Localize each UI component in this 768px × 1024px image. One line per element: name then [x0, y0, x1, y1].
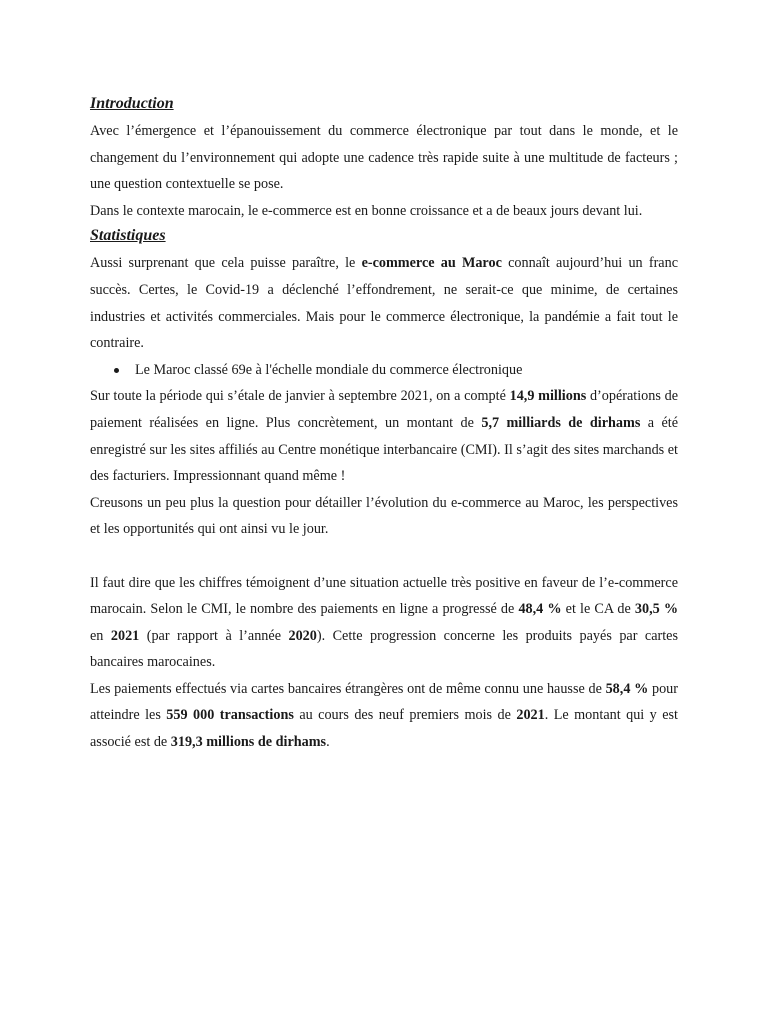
- heading-introduction: Introduction: [90, 95, 174, 112]
- stats-paragraph-1: [90, 250, 678, 356]
- stats-paragraph-5: [90, 676, 678, 756]
- text-run: Il faut dire que les chiffres témoignent d’une situation actuelle très positive en faveur de l’e-commerce marocain. Selon le CMI, le nombre des paiements en ligne a progressé de: [90, 574, 678, 618]
- stats-paragraph-4: [90, 570, 678, 676]
- text-run: en: [90, 627, 111, 644]
- text-run: et le CA de: [561, 601, 635, 618]
- text-run: d’opérations de paiement réalisées en ligne. Plus concrètement, un montant de: [90, 388, 678, 431]
- bold-year-2021: 2021: [110, 627, 140, 644]
- bold-percent-payments: 48,4 %: [518, 601, 562, 618]
- text-run: a été enregistré sur les sites affiliés au Centre monétique interbancaire (CMI). Il s’agit des sites marchands et des facturiers. Impressionnant quand même !: [90, 414, 679, 485]
- bold-amount-dirhams: 319,3 millions de dirhams: [170, 734, 327, 751]
- text-run: .: [326, 734, 330, 751]
- text-run: . Le montant qui y est associé est de: [90, 707, 678, 751]
- text-run: Aussi surprenant que cela puisse paraître, le: [90, 255, 362, 272]
- text-run: Sur toute la période qui s’étale de janvier à septembre 2021, on a compté: [90, 388, 510, 405]
- text-run: pour atteindre les: [90, 680, 679, 724]
- stats-paragraph-3: Creusons un peu plus la question pour détailler l’évolution du e-commerce au Maroc, les perspectives et les opportunités qui ont ainsi vu le jour.: [90, 494, 678, 538]
- bullet-text: Le Maroc classé 69e à l'échelle mondiale du commerce électronique: [135, 361, 523, 378]
- text-run: connaît aujourd’hui un franc succès. Certes, le Covid-19 a déclenché l’effondrement, ne serait-ce que minime, de certaines industries et activités commerciales. Mais pour le commerce électronique, la pandémie a fait tout le contraire.: [90, 255, 678, 352]
- bullet-list: [90, 357, 678, 384]
- bold-percent-foreign: 58,4 %: [605, 680, 649, 697]
- bold-transactions: 559 000 transactions: [166, 707, 294, 724]
- bold-operations-count: 14,9 millions: [509, 388, 587, 405]
- text-run: au cours des neuf premiers mois de: [293, 707, 517, 724]
- intro-paragraph-2: Dans le contexte marocain, le e-commerce est en bonne croissance et a de beaux jours devant lui.: [90, 202, 643, 219]
- bold-percent-ca: 30,5 %: [634, 601, 679, 618]
- bold-amount: 5,7 milliards de dirhams: [481, 414, 641, 431]
- bold-year-2020: 2020: [288, 627, 317, 644]
- bold-year-2021: 2021: [516, 707, 545, 724]
- bold-ecommerce-maroc: e-commerce au Maroc: [361, 255, 502, 272]
- list-item: [110, 357, 678, 384]
- bullet-icon: [114, 368, 119, 373]
- paragraph-spacer: [90, 543, 678, 570]
- document-page: [90, 92, 678, 756]
- stats-paragraph-2: [90, 383, 678, 489]
- text-run: ). Cette progression concerne les produits payés par cartes bancaires marocaines.: [90, 627, 678, 671]
- intro-paragraph-1: Avec l’émergence et l’épanouissement du commerce électronique par tout dans le monde, et le changement du l’environnement qui adopte une cadence très rapide suite à une multitude de facteurs ; une question contextuelle se pose.: [90, 123, 678, 193]
- text-run: Les paiements effectués via cartes bancaires étrangères ont de même connu une hausse de: [90, 680, 606, 697]
- text-run: (par rapport à l’année: [139, 627, 289, 644]
- heading-statistiques: Statistiques: [90, 227, 166, 245]
